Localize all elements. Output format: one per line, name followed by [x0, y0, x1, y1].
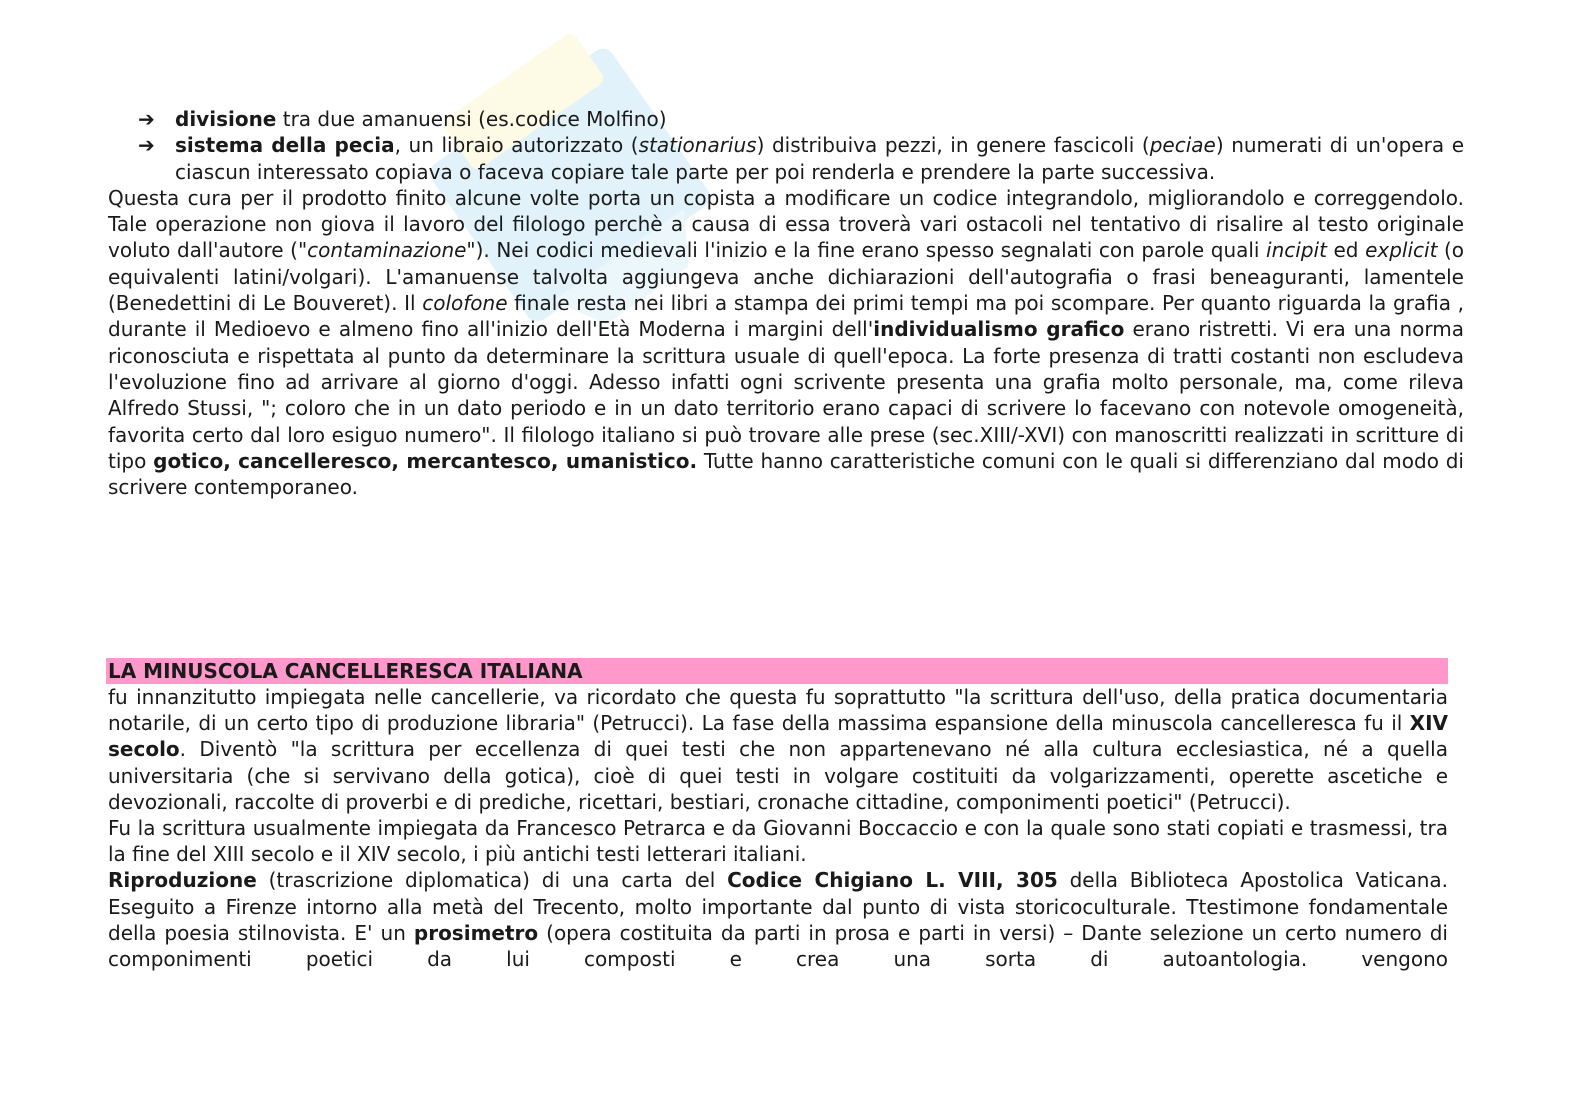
- paragraph: [108, 185, 1464, 501]
- text-run: (trascrizione diplomatica) di una carta del: [256, 868, 728, 893]
- bullet-text: tra due amanuensi (es.codice Molfino): [276, 107, 667, 131]
- arrow-right-icon: ➔: [138, 133, 155, 158]
- section-body: [108, 684, 1448, 972]
- paragraph: [108, 684, 1448, 815]
- italic-run: contaminazione: [307, 238, 467, 263]
- bullet-item: [108, 132, 1464, 185]
- bullet-italic: stationarius: [638, 133, 757, 158]
- bold-run: XIV secolo: [108, 711, 1448, 762]
- italic-run: colofone: [422, 291, 508, 316]
- section-heading: LA MINUSCOLA CANCELLERESCA ITALIANA: [106, 658, 1448, 684]
- bullet-text: , un libraio autorizzato (: [394, 133, 639, 158]
- bullet-italic: peciae: [1149, 133, 1216, 158]
- bullet-text: ) numerati di un'opera e ciascun interessato copiava o faceva copiare tale parte per poi renderla e prendere la parte successiva.: [175, 133, 1465, 184]
- bullet-item: [108, 106, 1464, 132]
- bold-run: prosimetro: [413, 920, 539, 945]
- italic-run: incipit: [1266, 238, 1327, 263]
- text-run: fu innanzitutto impiegata nelle cancellerie, va ricordato che questa fu soprattutto "la scrittura dell'uso, della pratica documentaria notarile, di un certo tipo di produzione libraria" (Petrucci). La fase della massima espansione della minuscola cancelleresca fu il: [108, 685, 1448, 736]
- paragraph: Fu la scrittura usualmente impiegata da Francesco Petrarca e da Giovanni Boccaccio e con la quale sono stati copiati e trasmessi, tra la fine del XIII secolo e il XIV secolo, i più antichi testi letterari italiani.: [108, 816, 1448, 867]
- text-run: . Diventò "la scrittura per eccellenza di quei testi che non appartenevano né alla cultura ecclesiastica, né a quella universitaria (che si servivano della gotica), cioè di quei testi in volgare costituiti da volgarizzamenti, operette ascetiche e devozionali, raccolte di proverbi e di prediche, ricettari, bestiari, cronache cittadine, componimenti poetici" (Petrucci).: [108, 737, 1448, 814]
- bold-run: individualismo grafico: [873, 317, 1125, 342]
- text-run: "). Nei codici medievali l'inizio e la fine erano spesso segnalati con parole quali: [466, 238, 1267, 263]
- document-body: [108, 106, 1464, 500]
- text-run: Questa cura per il prodotto finito alcune volte porta un copista a modificare un codice integrandolo, migliorandolo e correggendolo. Tale operazione non giova il lavoro del filologo perchè a causa di essa troverà vari ostacoli nel tentativo di risalire al testo originale voluto dall'autore (": [108, 185, 1464, 263]
- text-run: erano ristretti. Vi era una norma riconosciuta e rispettata al punto da determinare la scrittura usuale di quell'epoca. La forte presenza di tratti costanti non escludeva l'evoluzione fino ad arrivare al giorno d'oggi. Adesso infatti ogni scrivente presenta una grafia molto personale, ma, come rileva Alfredo Stussi, "; coloro che in un dato periodo e in un dato territorio erano capaci di scrivere lo facevano con notevole omogeneità, favorita certo dal loro esiguo numero". Il filologo italiano si può trovare alle prese (sec.XIII/-XVI) con manoscritti realizzati in scritture di tipo: [108, 317, 1464, 473]
- bullet-text: ) distribuiva pezzi, in genere fascicoli (: [756, 133, 1150, 158]
- text-run: finale resta nei libri a stampa dei primi tempi ma poi scompare. Per quanto riguarda la grafia , durante il Medioevo e almeno fino all'inizio dell'Età Moderna i margini dell': [108, 291, 1464, 342]
- bold-run: gotico, cancelleresco, mercantesco, umanistico.: [153, 448, 698, 473]
- text-run: (opera costituita da parti in prosa e parti in versi) – Dante selezione un certo numero di componimenti poetici da lui composti e crea una sorta di autoantologia. vengono: [108, 920, 1448, 972]
- italic-run: explicit: [1365, 238, 1438, 263]
- text-run: della Biblioteca Apostolica Vaticana. Eseguito a Firenze intorno alla metà del Trecento, molto importante dal punto di vista storicoculturale. Ttestimone fondamentale della poesia stilnovista. E' un: [108, 868, 1448, 945]
- bullet-bold: divisione: [175, 107, 277, 131]
- bold-run: Riproduzione: [108, 868, 257, 893]
- text-run: ed: [1326, 238, 1366, 263]
- text-run: (o equivalenti latini/volgari). L'amanuense talvolta aggiungeva anche dichiarazioni dell'autografia o frasi beneaguranti, lamentele (Benedettini di Le Bouveret). Il: [108, 238, 1465, 316]
- bold-run: Codice Chigiano L. VIII, 305: [727, 868, 1058, 893]
- bullet-bold: sistema della pecia: [175, 133, 395, 158]
- text-run: Tutte hanno caratteristiche comuni con le quali si differenziano dal modo di scrivere contemporaneo.: [108, 448, 1464, 500]
- paragraph: [108, 867, 1448, 972]
- arrow-right-icon: ➔: [138, 107, 155, 131]
